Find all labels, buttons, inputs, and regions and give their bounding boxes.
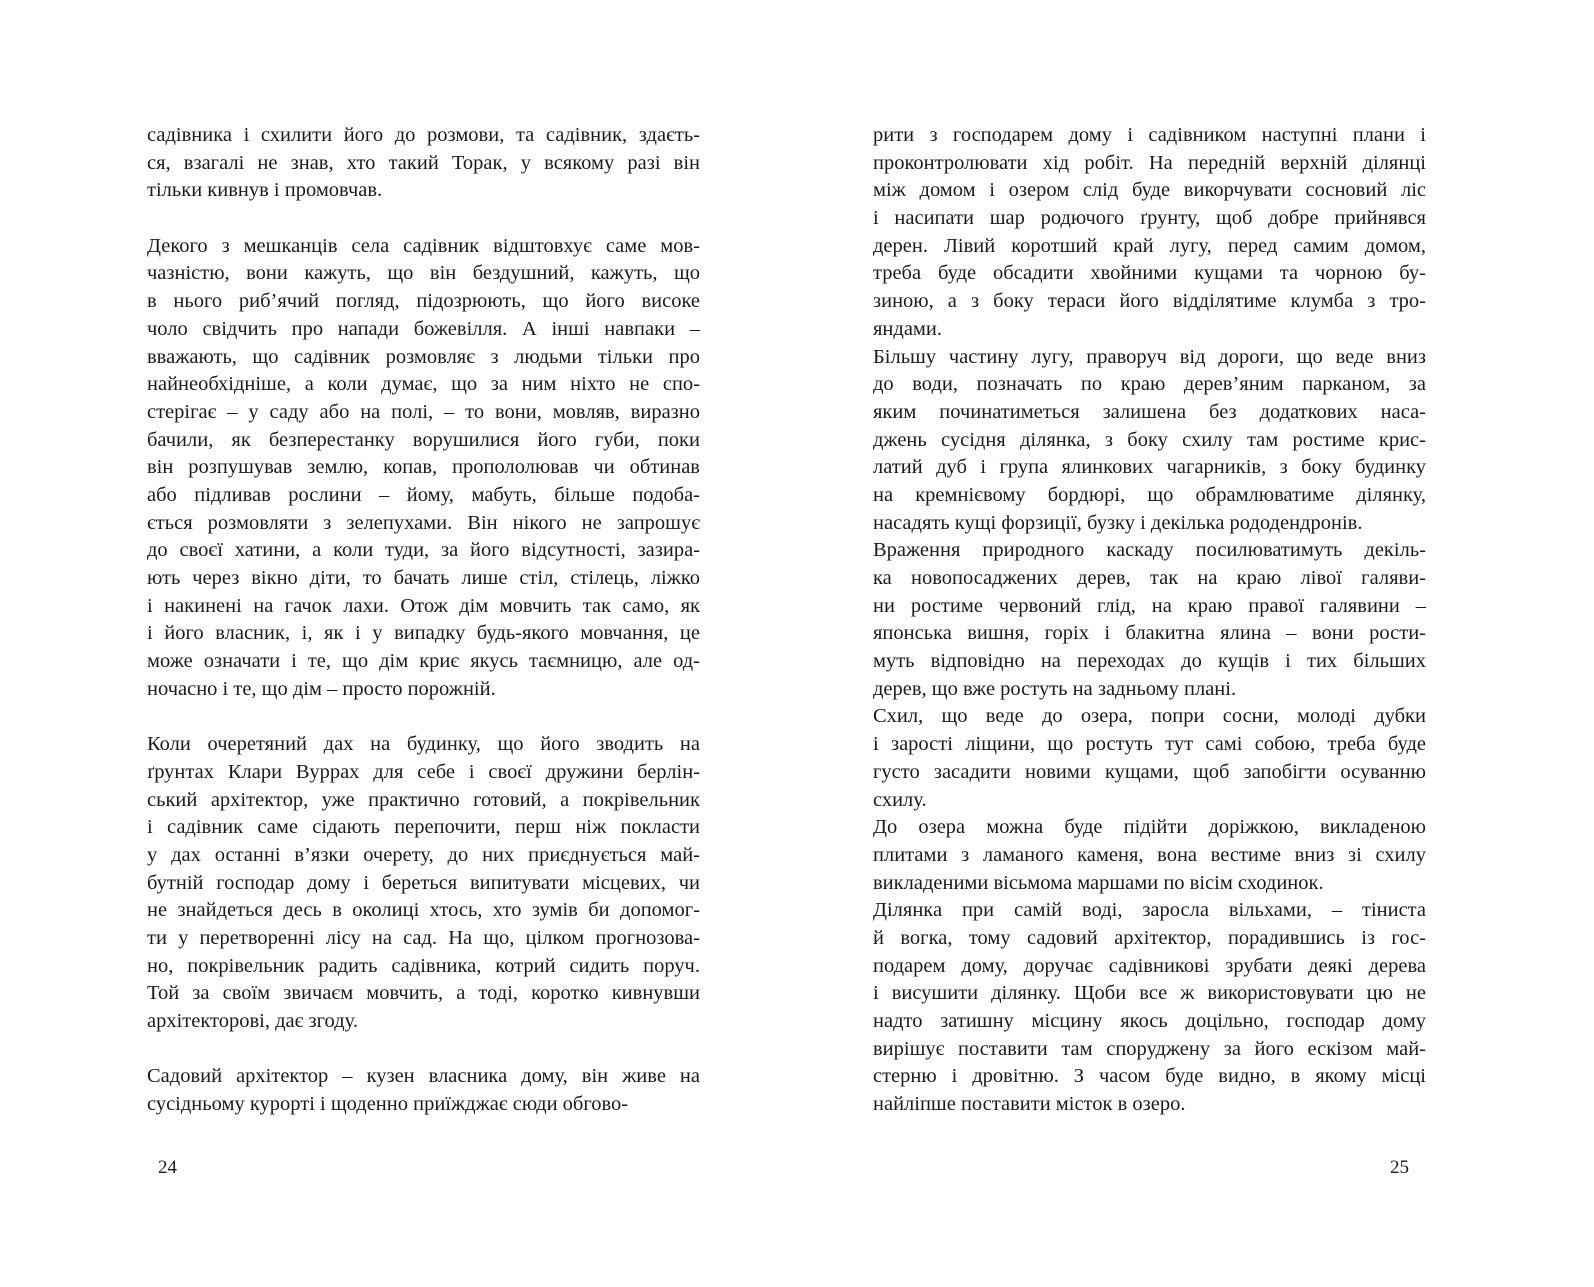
text-line: або підливав рослини – йому, мабуть, більше подоба- <box>147 483 700 506</box>
text-line: у дах останні в’язки очерету, до них приєднується май- <box>147 843 700 866</box>
text-line: не знайдеться десь в околиці хтось, хто зумів би допомог- <box>147 899 700 922</box>
text-line: і насипати шар родючого ґрунту, щоб добре прийнявся <box>873 207 1426 230</box>
text-line: бутній господар дому і береться випитувати місцевих, чи <box>147 871 700 894</box>
paragraph <box>873 537 1426 703</box>
text-line: ґрунтах Клари Вуррах для себе і своєї дружини берлін- <box>147 760 700 783</box>
text-line: ночасно і те, що дім – просто порожній. <box>147 677 496 700</box>
text-line: чазністю, вони кажуть, що він бездушний, кажуть, що <box>147 262 700 285</box>
text-line: стерігає – у саду або на полі, – то вони, мовляв, виразно <box>147 400 700 423</box>
text-line: дерен. Лівий коротший край лугу, перед самим домом, <box>873 234 1426 257</box>
text-line: і накинені на гачок лахи. Отож дім мовчить так само, як <box>147 594 700 617</box>
text-line: Той за своїм звичаєм мовчить, а тоді, коротко кивнувши <box>147 982 700 1005</box>
text-line: сусідньому курорті і щоденно приїжджає сюди обгово- <box>147 1093 629 1116</box>
text-line: і зарості ліщини, що ростуть тут самі собою, треба буде <box>873 733 1426 756</box>
text-line: схилу. <box>873 788 927 811</box>
text-line: ти у перетворенні лісу на сад. На що, цілком прогнозова- <box>147 926 700 949</box>
text-line: викладеними вісьмома маршами по вісім сходинок. <box>873 871 1324 894</box>
text-line: плитами з ламаного каменя, вона вестиме вниз зі схилу <box>873 843 1426 866</box>
paragraph <box>147 731 700 1036</box>
text-line: на кремнієвому бордюрі, що обрамлюватиме ділянку, <box>873 483 1426 506</box>
text-line: дерев, що вже ростуть на задньому плані. <box>873 677 1237 700</box>
text-line: вирішує поставити там споруджену за його ескізом май- <box>873 1037 1426 1060</box>
text-line: муть відповідно на переходах до кущів і тих більших <box>873 650 1426 673</box>
text-line: і садівник саме сідають перепочити, перш ніж покласти <box>147 816 700 839</box>
paragraph <box>873 703 1426 814</box>
text-line: Ділянка при самій воді, заросла вільхами, – тіниста <box>873 899 1426 922</box>
text-line: і його власник, і, як і у випадку будь-якого мовчання, це <box>147 622 700 645</box>
text-line: ський архітектор, уже практично готовий, а покрівельник <box>147 788 700 811</box>
text-line: ють через вікно діти, то бачать лише стіл, стілець, ліжко <box>147 567 700 589</box>
right-page-number: 25 <box>1390 1157 1409 1178</box>
text-line: яндами. <box>873 317 942 340</box>
text-line: тільки кивнув і промовчав. <box>147 179 383 202</box>
text-line: архітекторові, дає згоду. <box>147 1010 358 1032</box>
text-line: яким починатиметься залишена без додаткових наса- <box>873 400 1426 423</box>
text-line: густо засадити новими кущами, щоб запобігти осуванню <box>873 760 1426 783</box>
text-line: ся, взагалі не знав, хто такий Торак, у всякому разі він <box>147 151 700 174</box>
text-line: чоло свідчить про напади божевілля. А інші навпаки – <box>147 317 700 340</box>
paragraph-gap <box>147 205 700 233</box>
paragraph-gap <box>147 703 700 731</box>
paragraph <box>873 122 1426 344</box>
text-line: зиною, а з боку тераси його відділятиме клумба з тро- <box>873 290 1426 313</box>
paragraph <box>147 1063 700 1118</box>
paragraph <box>873 814 1426 897</box>
text-line: Враження природного каскаду посилюватимуть декіль- <box>873 539 1426 562</box>
text-line: ни ростиме червоний глід, на краю правої галявини – <box>873 594 1426 617</box>
text-line: до своєї хатини, а коли туди, за його відсутності, зазира- <box>147 539 700 562</box>
text-line: До озера можна буде підійти доріжкою, викладеною <box>873 816 1426 839</box>
text-line: Коли очеретяний дах на будинку, що його зводить на <box>147 733 700 756</box>
paragraph <box>873 344 1426 538</box>
paragraph <box>147 233 700 704</box>
text-line: Більшу частину лугу, праворуч від дороги, що веде вниз <box>873 345 1426 368</box>
text-line: ка новопосаджених дерев, так на краю лівої галяви- <box>873 567 1426 589</box>
text-line: латий дуб і група ялинкових чагарників, з боку будинку <box>873 456 1426 479</box>
text-line: японська вишня, горіх і блакитна ялина – вони рости- <box>873 622 1426 645</box>
text-line: стерню і дровітню. З часом буде видно, в якому місці <box>873 1065 1426 1088</box>
text-line: подарем дому, доручає садівникові зрубати деякі дерева <box>873 954 1426 977</box>
text-line: й вогка, тому садовий архітектор, порадившись із гос- <box>873 926 1426 949</box>
text-line: Схил, що веде до озера, попри сосни, молоді дубки <box>873 705 1426 728</box>
text-line: джень сусідня ділянка, з боку схилу там ростиме крис- <box>873 428 1426 451</box>
text-line: рити з господарем дому і садівником наступні плани і <box>873 124 1426 146</box>
text-line: між домом і озером слід буде викорчувати сосновий ліс <box>873 179 1426 202</box>
text-line: садівника і схилити його до розмови, та садівник, здаєть- <box>147 124 700 146</box>
left-text-column <box>147 122 700 1119</box>
text-line: він розпушував землю, копав, пропололював чи обтинав <box>147 456 700 479</box>
right-text-column <box>873 122 1426 1119</box>
text-line: бачили, як безперестанку ворушилися його губи, поки <box>147 428 700 451</box>
paragraph <box>147 122 700 205</box>
text-line: проконтролювати хід робіт. На передній верхній ділянці <box>873 151 1426 174</box>
text-line: найліпше поставити місток в озеро. <box>873 1093 1186 1116</box>
text-line: но, покрівельник радить садівника, котрий сидить поруч. <box>147 954 700 977</box>
text-line: і висушити ділянку. Щоби все ж використовувати цю не <box>873 982 1426 1005</box>
text-line: найнеобхідніше, а коли думає, що за ним ніхто не спо- <box>147 373 700 396</box>
paragraph <box>873 897 1426 1119</box>
paragraph-gap <box>147 1036 700 1064</box>
text-line: в нього риб’ячий погляд, підозрюють, що його високе <box>147 290 700 313</box>
text-line: надто затишну місцину якось доцільно, господар дому <box>873 1010 1426 1032</box>
text-line: треба буде обсадити хвойними кущами та чорною бу- <box>873 262 1426 285</box>
text-line: Декого з мешканців села садівник відштовхує саме мов- <box>147 234 700 257</box>
text-line: ється розмовляти з зелепухами. Він нікого не запрошує <box>147 511 700 534</box>
text-line: насадять кущі форзиції, бузку і декілька рододендронів. <box>873 511 1363 534</box>
text-line: до води, позначать по краю дерев’яним парканом, за <box>873 373 1426 396</box>
text-line: Садовий архітектор – кузен власника дому, він живе на <box>147 1065 700 1088</box>
text-line: вважають, що садівник розмовляє з людьми тільки про <box>147 345 700 368</box>
left-page-number: 24 <box>158 1157 177 1178</box>
text-line: може означати і те, що дім криє якусь таємницю, але од- <box>147 650 700 673</box>
right-page <box>797 0 1594 1287</box>
